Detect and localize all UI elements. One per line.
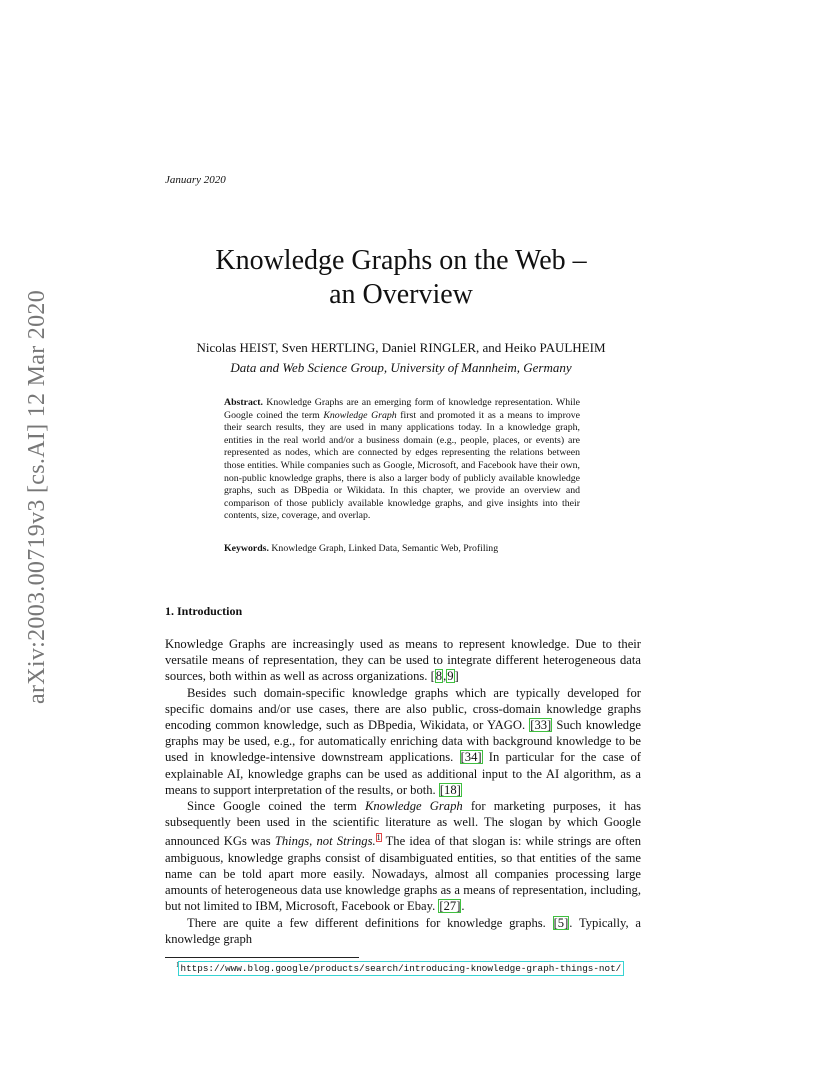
- paragraph-2: [165, 685, 641, 798]
- citation-link[interactable]: [27]: [439, 899, 461, 914]
- arxiv-identifier: arXiv:2003.00719v3 [cs.AI] 12 Mar 2020: [24, 290, 50, 704]
- keywords-text: Knowledge Graph, Linked Data, Semantic Web, Profiling: [268, 543, 499, 554]
- text: for marketing purposes, it has subsequently been used in the scientific literature as well. The slogan by which Google announced KGs was: [165, 799, 641, 849]
- paragraph-4: [165, 915, 641, 947]
- text: The idea of that slogan is: while strings are often ambiguous, knowledge graphs consist of disambiguated entities, so that entities of the same name can be told apart more easily. Nowadays, almost all companies processing large amounts of heterogeneous data use knowledge graphs as a means of representation, including, but not limited to IBM, Microsoft, Facebook or Ebay.: [165, 834, 641, 914]
- paragraph-1: [165, 636, 641, 685]
- abstract-text: Knowledge Graphs are an emerging form of knowledge representation. While Google coined the term: [224, 397, 580, 421]
- citation-link[interactable]: 8: [435, 669, 443, 684]
- text: Such knowledge graphs may be used, e.g., for automatically enriching data with background knowledge to be used in knowledge-intensive downstream applications.: [165, 718, 641, 765]
- emphasis: Knowledge Graph: [364, 799, 463, 814]
- text: Knowledge Graphs are increasingly used as means to represent knowledge. Due to their versatile means of representation, they can be used to integrate different heterogeneous data sources, both within as well as across organizations. [: [165, 637, 641, 684]
- text: . Typically, a knowledge graph: [165, 915, 641, 946]
- citation-link[interactable]: [34]: [460, 750, 482, 765]
- section-heading: 1. Introduction: [165, 604, 243, 618]
- footnote: [176, 961, 622, 974]
- abstract-label: Abstract.: [224, 397, 263, 408]
- text: ,: [443, 669, 447, 684]
- text: Besides such domain-specific knowledge graphs which are typically developed for specific domains and/or use cases, there are also public, cross-domain knowledge graphs encoding common knowledge, such as DBpedia, Wikidata, or YAGO.: [165, 685, 641, 733]
- citation-link[interactable]: 9: [447, 669, 454, 684]
- date-header: January 2020: [165, 174, 226, 186]
- citation-link[interactable]: [5]: [553, 915, 569, 930]
- citation-link[interactable]: [33]: [530, 718, 552, 733]
- affiliation: Data and Web Science Group, University of Mannheim, Germany: [230, 360, 572, 375]
- keywords-label: Keywords.: [224, 543, 269, 554]
- emphasis: Things, not Strings: [274, 834, 373, 849]
- text: .: [461, 899, 465, 914]
- title-line-2: an Overview: [329, 279, 473, 310]
- abstract-text: first and promoted it as a means to improve their search results, they are used in many applications today. In a knowledge graph, entities in the real world and/or a business domain (e.g., people, places, or events) are represented as nodes, which are connected by edges representing the relations between those entities. While companies such as Google, Microsoft, and Facebook have their own, non-public knowledge graphs, there is also a larger body of publicly available knowledge graphs, such as DBpedia or Wikidata. In this chapter, we provide an overview and comparison of those publicly available knowledge graphs, and give insights into their contents, size, coverage, and overlap.: [224, 409, 580, 522]
- keywords: [224, 543, 580, 554]
- citation-link[interactable]: [18]: [439, 782, 461, 797]
- text: ]: [454, 669, 459, 684]
- footnote-divider: [165, 957, 359, 958]
- title-line-1: Knowledge Graphs on the Web –: [215, 245, 587, 276]
- text: In particular for the case of explainable AI, knowledge graphs can be used as additional input to the AI algorithm, as a means to support interpretation of the results, or both.: [165, 750, 641, 797]
- abstract-emphasis: Knowledge Graph: [323, 409, 397, 421]
- emphasis: .: [372, 834, 376, 849]
- footnote-url-link[interactable]: https://www.blog.google/products/search/introducing-knowledge-graph-things-not/: [180, 963, 622, 975]
- footnote-ref-link[interactable]: 1: [376, 833, 381, 843]
- abstract: [224, 397, 580, 523]
- footnote-mark: 1: [176, 961, 180, 969]
- text: Since Google coined the term: [187, 799, 365, 814]
- text: There are quite a few different definitions for knowledge graphs.: [187, 915, 553, 930]
- authors: Nicolas HEIST, Sven HERTLING, Daniel RINGLER, and Heiko PAULHEIM: [196, 340, 606, 355]
- paper-title: [165, 244, 637, 312]
- paragraph-3: [165, 798, 641, 915]
- body-text: [165, 636, 641, 947]
